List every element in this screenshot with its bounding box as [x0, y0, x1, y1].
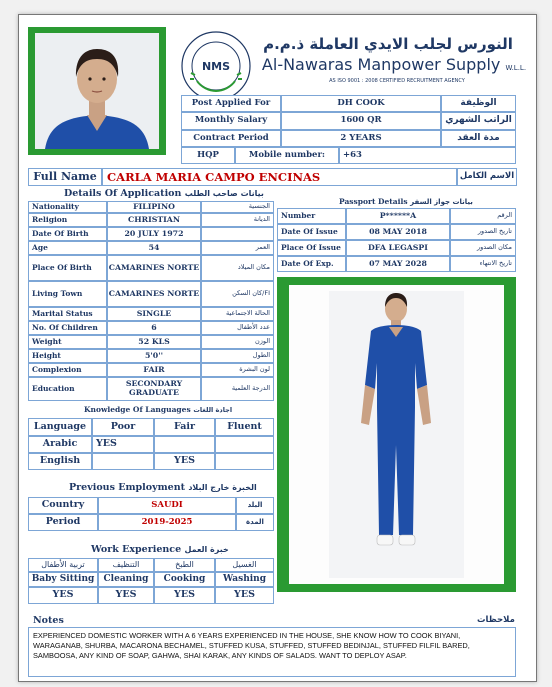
- passport-value: 07 MAY 2028: [346, 256, 450, 272]
- detail-arabic: الوزن: [201, 335, 274, 349]
- full-body-frame: [277, 277, 516, 592]
- work-value: YES: [28, 587, 98, 604]
- detail-label: No. Of Children: [28, 321, 107, 335]
- work-label: Cleaning: [98, 572, 154, 587]
- detail-arabic: الطول: [201, 349, 274, 363]
- full-name-label: Full Name: [28, 168, 102, 186]
- notes-text: EXPERIENCED DOMESTIC WORKER WITH A 6 YEARS EXPERIENCED IN THE HOUSE, SHE KNOW HOW TO COOK BIYANI, WARAGANAB, SHURBA, MACARONA BECHAMEL, STUFFED KUSA, STUFFED, STUFFED BEDINJAL, STUFFED FILFIL BARED, SAMBOOSA, ANY KIND OF SOAP, GAHWA, SHAI KARAK, ANY KINDS OF SALADS. WANT TO DEPLOY ASAP.: [33, 631, 470, 661]
- detail-label: Weight: [28, 335, 107, 349]
- detail-arabic: [201, 227, 274, 241]
- employment-title-en: Previous Employment: [69, 482, 186, 493]
- language-header: Poor: [92, 418, 154, 436]
- detail-label: Religion: [28, 213, 107, 227]
- languages-title-ar: اجادة اللغات: [193, 406, 233, 414]
- employment-title: [69, 482, 257, 493]
- languages-title-en: Knowledge Of Languages: [84, 405, 191, 414]
- passport-label: Date Of Issue: [277, 224, 346, 240]
- iso-certification: AS ISO 9001 : 2008 CERTIFIED RECRUITMENT AGENCY: [329, 78, 465, 84]
- detail-value: SECONDARY GRADUATE: [107, 377, 201, 401]
- contract-value: 2 YEARS: [281, 130, 441, 147]
- work-arabic: التنظيف: [98, 558, 154, 572]
- detail-arabic: كان السكن/FI: [201, 281, 274, 307]
- logo-text: NMS: [201, 60, 231, 73]
- language-level: [215, 453, 274, 470]
- post-value: DH COOK: [281, 95, 441, 112]
- application-sheet: [18, 14, 537, 682]
- detail-label: Marital Status: [28, 307, 107, 321]
- notes-label: Notes: [33, 615, 64, 626]
- notes-label-arabic: ملاحظات: [477, 615, 515, 625]
- detail-value: 6: [107, 321, 201, 335]
- passport-arabic: تاريخ الصدور: [450, 224, 516, 240]
- work-value: YES: [154, 587, 215, 604]
- passport-value: DFA LEGASPI: [346, 240, 450, 256]
- passport-value: P******A: [346, 208, 450, 224]
- company-name: Al-Nawaras Manpower Supply: [261, 55, 501, 74]
- passport-label: Place Of Issue: [277, 240, 346, 256]
- work-label: Cooking: [154, 572, 215, 587]
- mobile-label: Mobile number:: [235, 147, 339, 164]
- country-arabic: البلد: [236, 497, 274, 514]
- work-arabic: الطبخ: [154, 558, 215, 572]
- details-title: [64, 188, 264, 199]
- passport-title: [339, 197, 473, 206]
- detail-value: 54: [107, 241, 201, 255]
- salary-value: 1600 QR: [281, 112, 441, 130]
- detail-label: Education: [28, 377, 107, 401]
- detail-arabic: عدد الأطفال: [201, 321, 274, 335]
- salary-label: Monthly Salary: [181, 112, 281, 130]
- full-body-photo: [289, 285, 504, 584]
- detail-value: FILIPINO: [107, 201, 201, 213]
- detail-value: 5'0'': [107, 349, 201, 363]
- passport-label: Date Of Exp.: [277, 256, 346, 272]
- detail-arabic: لون البشرة: [201, 363, 274, 377]
- details-title-en: Details Of Application: [64, 188, 182, 199]
- detail-value: 52 KLS: [107, 335, 201, 349]
- languages-title: [84, 405, 232, 414]
- passport-title-ar: بيانات جواز السفر: [410, 198, 473, 206]
- detail-label: Height: [28, 349, 107, 363]
- work-title: [91, 544, 229, 555]
- detail-label: Place Of Birth: [28, 255, 107, 281]
- detail-label: Age: [28, 241, 107, 255]
- passport-arabic: الرقم: [450, 208, 516, 224]
- detail-label: Date Of Birth: [28, 227, 107, 241]
- passport-label: Number: [277, 208, 346, 224]
- employment-title-ar: الخبرة خارج البلاد: [188, 483, 257, 492]
- detail-arabic: مكان الميلاد: [201, 255, 274, 281]
- post-label: Post Applied For: [181, 95, 281, 112]
- detail-value: SINGLE: [107, 307, 201, 321]
- notes-box: [28, 627, 516, 677]
- language-level: YES: [92, 436, 154, 453]
- passport-title-en: Passport Details: [339, 197, 408, 206]
- detail-value: FAIR: [107, 363, 201, 377]
- passport-value: 08 MAY 2018: [346, 224, 450, 240]
- passport-arabic: تاريخ الانتهاء: [450, 256, 516, 272]
- detail-value: CAMARINES NORTE: [107, 281, 201, 307]
- detail-label: Complexion: [28, 363, 107, 377]
- period-value: 2019-2025: [98, 514, 236, 531]
- company-suffix: W.L.L.: [505, 64, 527, 72]
- language-name: Arabic: [28, 436, 92, 453]
- language-level: [92, 453, 154, 470]
- full-name-arabic: الاسم الكامل: [457, 168, 517, 186]
- language-level: YES: [154, 453, 215, 470]
- language-name: English: [28, 453, 92, 470]
- detail-arabic: الديانة: [201, 213, 274, 227]
- work-label: Washing: [215, 572, 274, 587]
- detail-arabic: العمر: [201, 241, 274, 255]
- passport-arabic: مكان الصدور: [450, 240, 516, 256]
- headshot-frame: [28, 27, 166, 155]
- work-value: YES: [215, 587, 274, 604]
- company-name-arabic: النورس لجلب الايدي العاملة ذ.م.م: [263, 35, 513, 53]
- language-header: Fair: [154, 418, 215, 436]
- detail-arabic: الدرجة العلمية: [201, 377, 274, 401]
- details-title-ar: بيانات صاحب الطلب: [184, 189, 264, 198]
- contract-label: Contract Period: [181, 130, 281, 147]
- headshot-photo: [35, 33, 159, 149]
- detail-label: Living Town: [28, 281, 107, 307]
- work-title-en: Work Experience: [91, 544, 182, 555]
- detail-label: Nationality: [28, 201, 107, 213]
- detail-value: CHRISTIAN: [107, 213, 201, 227]
- hqp-label: HQP: [181, 147, 235, 164]
- mobile-value: +63: [339, 147, 516, 164]
- work-title-ar: خبرة العمل: [184, 545, 229, 554]
- language-level: [154, 436, 215, 453]
- detail-value: CAMARINES NORTE: [107, 255, 201, 281]
- work-value: YES: [98, 587, 154, 604]
- country-value: SAUDI: [98, 497, 236, 514]
- country-label: Country: [28, 497, 98, 514]
- work-arabic: الغسيل: [215, 558, 274, 572]
- work-arabic: تربية الأطفال: [28, 558, 98, 572]
- company-name-english: [259, 55, 529, 74]
- period-arabic: المدة: [236, 514, 274, 531]
- work-label: Baby Sitting: [28, 572, 98, 587]
- salary-arabic: الراتب الشهري: [441, 112, 516, 130]
- detail-value: 20 JULY 1972: [107, 227, 201, 241]
- language-header: Fluent: [215, 418, 274, 436]
- full-name-value: CARLA MARIA CAMPO ENCINAS: [102, 168, 457, 186]
- company-logo: [179, 29, 253, 103]
- period-label: Period: [28, 514, 98, 531]
- detail-arabic: الجنسية: [201, 201, 274, 213]
- post-arabic: الوظيفة: [441, 95, 516, 112]
- language-level: [215, 436, 274, 453]
- detail-arabic: الحالة الاجتماعية: [201, 307, 274, 321]
- language-header: Language: [28, 418, 92, 436]
- contract-arabic: مدة العقد: [441, 130, 516, 147]
